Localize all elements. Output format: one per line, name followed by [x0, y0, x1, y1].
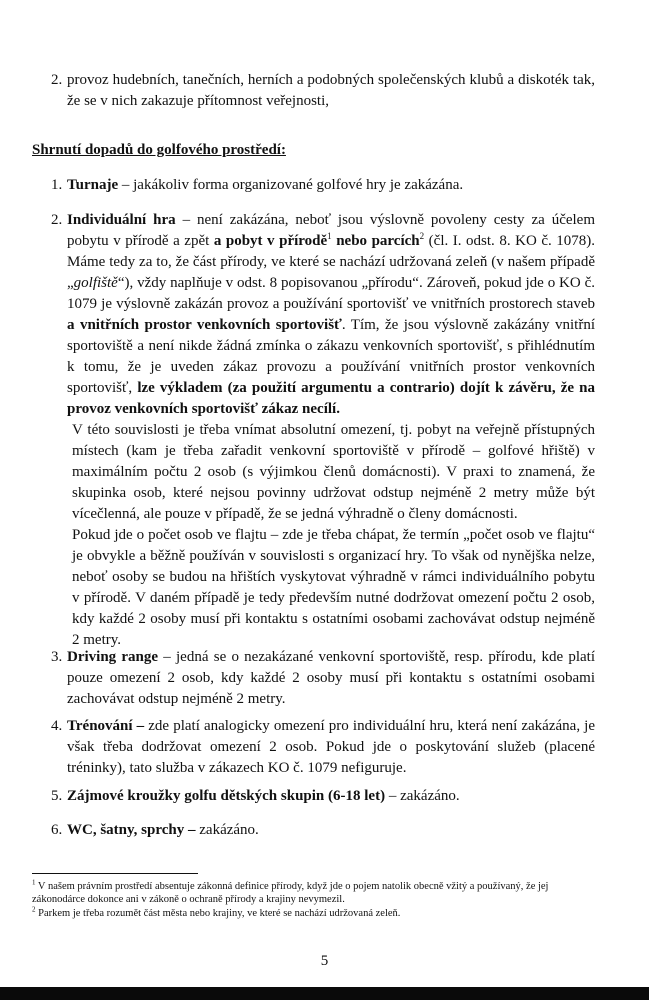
- item-text: (čl. I. odst. 8. KO č. 1078). Máme tedy za to, že část přírody, ve které se nachází udržovaná zeleň (v našem případě „: [67, 233, 596, 291]
- bottom-edge-bar: [0, 987, 649, 1000]
- list-number: 2.: [51, 212, 63, 228]
- item-text: – jakákoliv forma organizované golfové hry je zakázána.: [118, 177, 464, 193]
- item-text: – zakázáno.: [385, 788, 460, 804]
- item-conclusion: lze výkladem (za použití argumentu a contrario) dojít k závěru, že na provoz venkovních sportovišť zákaz necílí.: [67, 380, 596, 417]
- item-title: Zájmové kroužky golfu dětských skupin (6-18 let): [67, 788, 386, 804]
- list-number: 4.: [51, 718, 63, 734]
- list-item-5: [51, 786, 595, 807]
- list-number: 3.: [51, 649, 63, 665]
- list-item-6: [51, 820, 595, 841]
- item-text: zakázáno.: [195, 822, 259, 838]
- item-title: Trénování –: [67, 718, 145, 734]
- list-text: provoz hudebních, tanečních, herních a podobných společenských klubů a diskoték tak, že se v nich zakazuje přítomnost veřejnosti,: [67, 72, 595, 109]
- footnote-ref-1: 1: [327, 231, 332, 241]
- footnote-ref-2: 2: [419, 231, 425, 241]
- list-item-2: [51, 210, 596, 420]
- list-number: 2.: [51, 72, 63, 88]
- item-title: Individuální hra: [67, 212, 176, 228]
- item-title: Turnaje: [67, 177, 119, 193]
- item-italic: golfiště: [73, 275, 118, 291]
- item-text: “), vždy naplňuje v odst. 8 popisovanou „přírodu“. Zároveň, pokud jde o KO č. 1079 je výslovně zakázán provoz a používání sportovišť ve vnitřních prostorech staveb: [67, 275, 595, 312]
- item-title: Driving range: [67, 649, 159, 665]
- page-number: 5: [320, 953, 329, 969]
- list-number: 6.: [51, 822, 63, 838]
- list-item-1: [51, 175, 595, 196]
- footnote-2: [32, 907, 595, 920]
- item-text: . Tím, že jsou výslovně zakázány vnitřní sportoviště a není nikde žádná zmínka o zákazu venkovních sportovišť, s přihlédnutím k tomu, že je uveden zákaz provozu a používání vnitřních prostor venkovních sportovišť,: [67, 317, 595, 396]
- list-item-4: [51, 716, 595, 779]
- list-item-prev-2: [51, 70, 595, 112]
- item-text: – jedná se o nezakázané venkovní sportoviště, resp. přírodu, kde platí pouze omezení 2 osob, kdy každé 2 osoby musí při kontaktu s ostatními osobami zachovávat odstup nejméně 2 metry.: [67, 649, 596, 707]
- paragraph-absolute-limit: V této souvislosti je třeba vnímat absolutní omezení, tj. pobyt na veřejně přístupných místech (kam je třeba zařadit venkovní sportoviště v přírodě – golfové hřiště) v maximálním počtu 2 osob (s výjimkou členů domácnosti). V praxi to znamená, že skupinka osob, které nejsou povinny udržovat odstup nejméně 2 metry může být vícečlenná, ale pouze v případě, že se jedná výhradně o členy domácnosti.: [72, 422, 595, 522]
- list-number: 5.: [51, 788, 63, 804]
- footnote-marker: 2: [32, 905, 36, 914]
- item-emphasis: a vnitřních prostor venkovních sportovišť: [67, 317, 342, 333]
- list-number: 1.: [51, 177, 63, 193]
- footnote-divider: [32, 873, 198, 874]
- item-text: zde platí analogicky omezení pro individuální hru, která není zakázána, je však třeba dodržovat omezení 2 osob. Pokud jde o poskytování služeb (placené tréninky), tato služba v zákazech KO č. 1079 nefiguruje.: [67, 718, 595, 776]
- footnote-1: [32, 880, 595, 906]
- footnote-marker: 1: [32, 878, 36, 887]
- item-title: WC, šatny, sprchy –: [67, 822, 196, 838]
- item-emphasis: nebo parcích: [331, 233, 420, 249]
- list-item-3: [51, 647, 596, 710]
- footnote-text: V našem právním prostředí absentuje zákonná definice přírody, když jde o pojem natolik obecně vžitý a používaný, že jej zákonodárce dokonce ani v zákoně o ochraně přírody a krajiny nevymezil.: [32, 881, 549, 905]
- item-text: – není zakázána, neboť jsou výslovně povoleny cesty za účelem pobytu v přírodě a zpět: [67, 212, 595, 249]
- paragraph-flight: Pokud jde o počet osob ve flajtu – zde je třeba chápat, že termín „počet osob ve flajtu“ je obvykle a běžně používán v souvislosti s organizací hry. To však od nynějška nelze, neboť osoby se budou na hřištích vyskytovat výhradně v rámci individuálního pobytu v přírodě. V daném případě je tedy především nutné dodržovat omezení počtu 2 osob, kdy každé 2 osoby musí při kontaktu s ostatními osobami zachovávat odstup nejméně 2 metry.: [72, 527, 595, 648]
- section-heading: Shrnutí dopadů do golfového prostředí:: [32, 142, 286, 158]
- footnote-text: Parkem je třeba rozumět část města nebo krajiny, ve které se nachází udržovaná zeleň.: [35, 908, 401, 919]
- item-emphasis: a pobyt v přírodě: [213, 233, 328, 249]
